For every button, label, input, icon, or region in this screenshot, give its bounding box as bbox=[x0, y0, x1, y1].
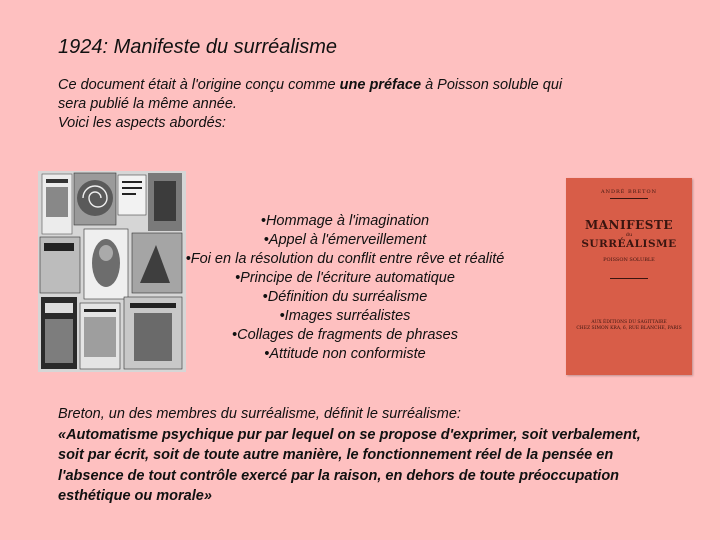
book-title-line-1: MANIFESTE bbox=[584, 218, 674, 232]
list-item: •Appel à l'émerveillement bbox=[263, 232, 427, 248]
list-item: •Principe de l'écriture automatique bbox=[235, 270, 455, 286]
intro-line-3: Voici les aspects abordés: bbox=[58, 115, 226, 131]
book-subtitle: POISSON SOLUBLE bbox=[603, 257, 655, 263]
list-item: •Définition du surréalisme bbox=[262, 289, 428, 305]
aspects-list bbox=[150, 212, 540, 364]
book-publisher-line-2: CHEZ SIMON KRA, 6, RUE BLANCHE, PARIS bbox=[576, 326, 682, 331]
divider bbox=[610, 198, 648, 199]
page-title: 1924: Manifeste du surréalisme bbox=[58, 36, 338, 58]
intro-paragraph bbox=[58, 76, 638, 133]
definition-quote: «Automatisme psychique pur par lequel on se propose d'exprimer, soit verbalement, soit par écrit, soit de toute autre manière, le fonctionnement réel de la pensée en l'absence de tout contrôle exercé par la raison, en dehors de toute préoccupation esthétique ou morale» bbox=[58, 426, 641, 504]
list-item: •Images surréalistes bbox=[279, 308, 411, 324]
book-publisher-line-1: AUX ÉDITIONS DU SAGITTAIRE bbox=[591, 320, 667, 325]
definition-intro: Breton, un des membres du surréalisme, définit le surréalisme: bbox=[58, 406, 461, 422]
manifesto-book-cover-image bbox=[566, 178, 692, 375]
divider bbox=[610, 278, 648, 279]
definition-paragraph bbox=[58, 404, 668, 507]
intro-emphasis: une préface bbox=[339, 77, 422, 93]
list-item: •Attitude non conformiste bbox=[264, 346, 426, 362]
list-item: •Foi en la résolution du conflit entre rêve et réalité bbox=[185, 251, 505, 267]
book-title-du: du bbox=[625, 232, 633, 238]
intro-text-end: à Poisson soluble qui bbox=[421, 77, 563, 93]
book-publisher bbox=[566, 320, 692, 332]
list-item: •Collages de fragments de phrases bbox=[232, 327, 458, 343]
book-author: ANDRÉ BRETON bbox=[601, 189, 657, 195]
book-title-line-2: SURRÉALISME bbox=[581, 238, 677, 250]
list-item: •Hommage à l'imagination bbox=[260, 213, 430, 229]
intro-text: Ce document était à l'origine conçu comme bbox=[58, 77, 340, 93]
intro-line-2: sera publié la même année. bbox=[58, 96, 237, 112]
